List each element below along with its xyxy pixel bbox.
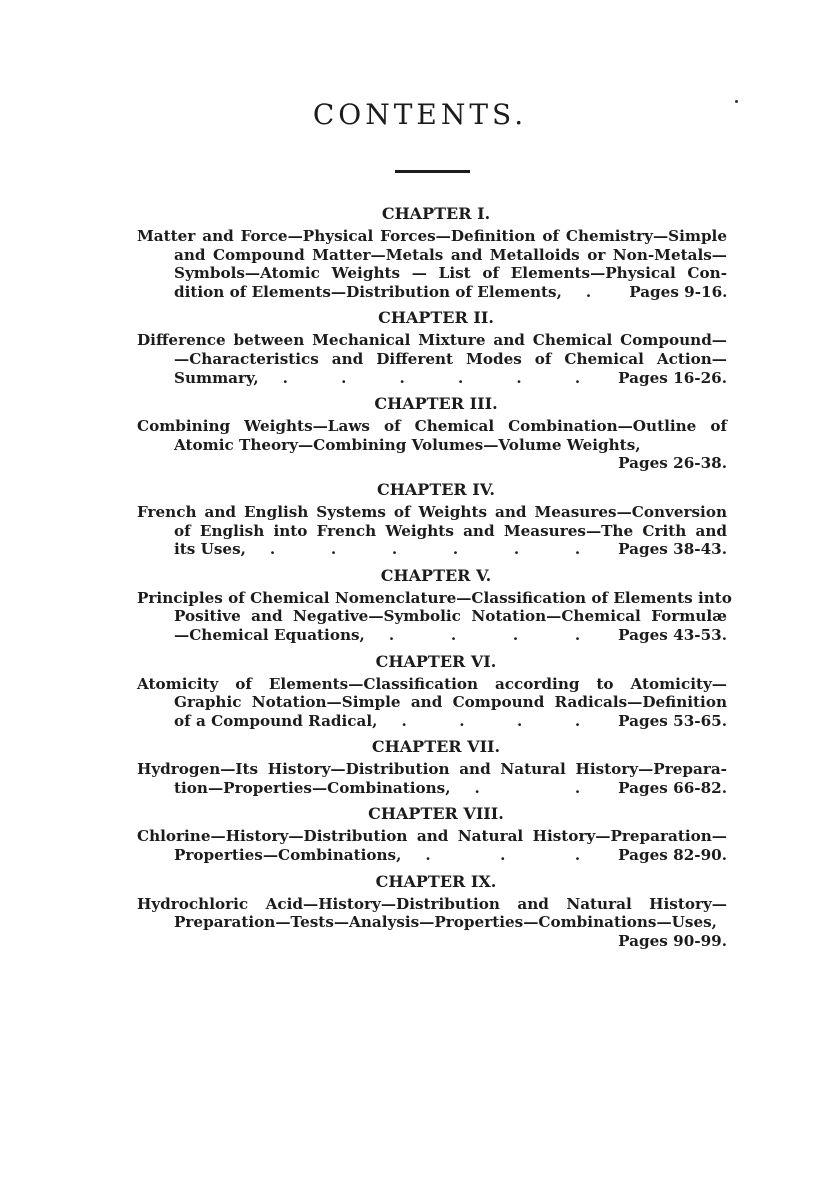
summary-line: Atomicity of Elements—Classification according to Atomicity—: [137, 674, 727, 693]
chapter-heading: CHAPTER I.: [381, 204, 491, 223]
leader-dot: .: [500, 846, 506, 865]
chapter-entry: [137, 804, 727, 864]
page-range: Pages 66-82.: [618, 778, 727, 797]
title-rule: [395, 170, 470, 173]
summary-last-line: [137, 540, 727, 559]
dot-leaders: [365, 626, 618, 645]
chapter-heading: CHAPTER III.: [374, 394, 498, 414]
leader-dot: .: [459, 711, 465, 730]
leader-dot: .: [574, 778, 581, 797]
dot-leaders: [377, 712, 618, 731]
page-range: Pages 82-90.: [618, 846, 727, 865]
summary-line: Principles of Chemical Nomenclature—Classification of Elements into: [137, 588, 732, 607]
summary-line: Symbols—Atomic Weights — List of Elements—Physical Con-: [174, 264, 727, 283]
summary-line: Positive and Negative—Symbolic Notation—Chemical Formulæ: [174, 607, 727, 626]
chapter-entry: [137, 737, 727, 797]
page-range: Pages 16-26.: [618, 368, 727, 387]
chapter-heading: CHAPTER IV.: [377, 479, 495, 499]
chapter-entry: [137, 394, 727, 473]
summary-line: Hydrochloric Acid—History—Distribution and Natural History—: [137, 894, 727, 913]
chapter-entry: [137, 872, 727, 951]
chapter-entry: [137, 480, 727, 559]
leader-dot: .: [399, 368, 405, 387]
summary-line: Hydrogen—Its History—Distribution and Natural History—Prepara-: [137, 760, 727, 779]
chapter-entry: [137, 652, 727, 731]
summary-line: Matter and Force—Physical Forces—Definition of Chemistry—Simple: [137, 227, 727, 245]
summary-line-text: dition of Elements—Distribution of Elements,: [174, 282, 562, 301]
leader-dot: .: [452, 540, 459, 559]
summary-line-text: of a Compound Radical,: [174, 711, 378, 730]
leader-dot: .: [574, 368, 581, 387]
chapter-heading: CHAPTER VII.: [371, 737, 501, 757]
chapter-heading: CHAPTER VIII.: [368, 804, 504, 824]
leader-dot: .: [574, 625, 581, 644]
chapter-entry: [137, 308, 727, 387]
page-range: Pages 53-65.: [618, 711, 727, 730]
stray-mark: [735, 100, 738, 103]
leader-dot: .: [574, 540, 581, 559]
summary-line-text: Summary,: [174, 368, 259, 387]
chapter-heading: CHAPTER II.: [378, 308, 494, 328]
leader-dot: .: [574, 711, 581, 730]
chapter-entry: [137, 565, 732, 645]
leader-dot: .: [391, 540, 398, 559]
summary-line: and Compound Matter—Metals and Metalloids or Non-Metals—: [174, 245, 727, 264]
summary-line: Graphic Notation—Simple and Compound Radicals—Definition: [174, 693, 727, 712]
summary-line-text: Properties—Combinations,: [174, 846, 402, 865]
leader-dot: .: [516, 368, 522, 387]
leader-dot: .: [517, 711, 523, 730]
dot-leaders: [562, 283, 629, 302]
leader-dot: .: [513, 540, 520, 559]
chapter-heading: CHAPTER IX.: [375, 871, 497, 891]
page-range: Pages 38-43.: [618, 540, 727, 559]
leader-dot: .: [330, 540, 337, 559]
leader-dot: .: [574, 846, 581, 865]
page-range: Pages 9-16.: [629, 282, 728, 301]
dot-leaders: [259, 369, 619, 388]
chapter-heading: CHAPTER VI.: [375, 651, 497, 671]
summary-line: Preparation—Tests—Analysis—Properties—Combinations—Uses,: [174, 913, 717, 932]
leader-dot: .: [585, 282, 592, 301]
summary-line: of English into French Weights and Measures—The Crith and: [174, 521, 727, 540]
leader-dot: .: [341, 368, 347, 387]
summary-last-line: [137, 712, 727, 731]
page-range: Pages 26-38.: [618, 454, 727, 473]
summary-line: Combining Weights—Laws of Chemical Combination—Outline of: [137, 417, 727, 436]
summary-line-text: tion—Properties—Combinations,: [174, 778, 451, 797]
page-title: CONTENTS.: [312, 98, 528, 131]
leader-dot: .: [388, 625, 395, 644]
contents-list: [137, 204, 732, 957]
summary-line: —Characteristics and Different Modes of Chemical Action—: [174, 349, 727, 368]
summary-last-line: [137, 779, 727, 798]
leader-dot: .: [474, 778, 480, 797]
page-range: Pages 43-53.: [618, 625, 727, 644]
summary-line: Atomic Theory—Combining Volumes—Volume Weights,: [174, 435, 641, 454]
chapter-heading: CHAPTER V.: [380, 565, 492, 585]
summary-line: Chlorine—History—Distribution and Natural History—Preparation—: [137, 827, 727, 846]
summary-line-text: —Chemical Equations,: [174, 625, 365, 644]
summary-line: Difference between Mechanical Mixture and Chemical Compound—: [137, 331, 727, 350]
summary-last-line: [137, 626, 727, 645]
leader-dot: .: [457, 368, 464, 387]
leader-dot: .: [269, 540, 276, 559]
dot-leaders: [451, 779, 619, 798]
leader-dot: .: [450, 625, 457, 644]
summary-last-line: [137, 283, 727, 302]
dot-leaders: [246, 540, 618, 559]
dot-leaders: [401, 846, 618, 865]
summary-last-line: [137, 369, 727, 388]
summary-line-text: its Uses,: [174, 540, 246, 559]
leader-dot: .: [282, 368, 288, 387]
page-range: Pages 90-99.: [618, 931, 727, 950]
leader-dot: .: [425, 846, 431, 865]
summary-line: French and English Systems of Weights and Measures—Conversion: [137, 502, 727, 521]
leader-dot: .: [512, 625, 519, 644]
chapter-entry: [137, 204, 727, 301]
summary-last-line: [137, 846, 727, 865]
leader-dot: .: [401, 711, 407, 730]
